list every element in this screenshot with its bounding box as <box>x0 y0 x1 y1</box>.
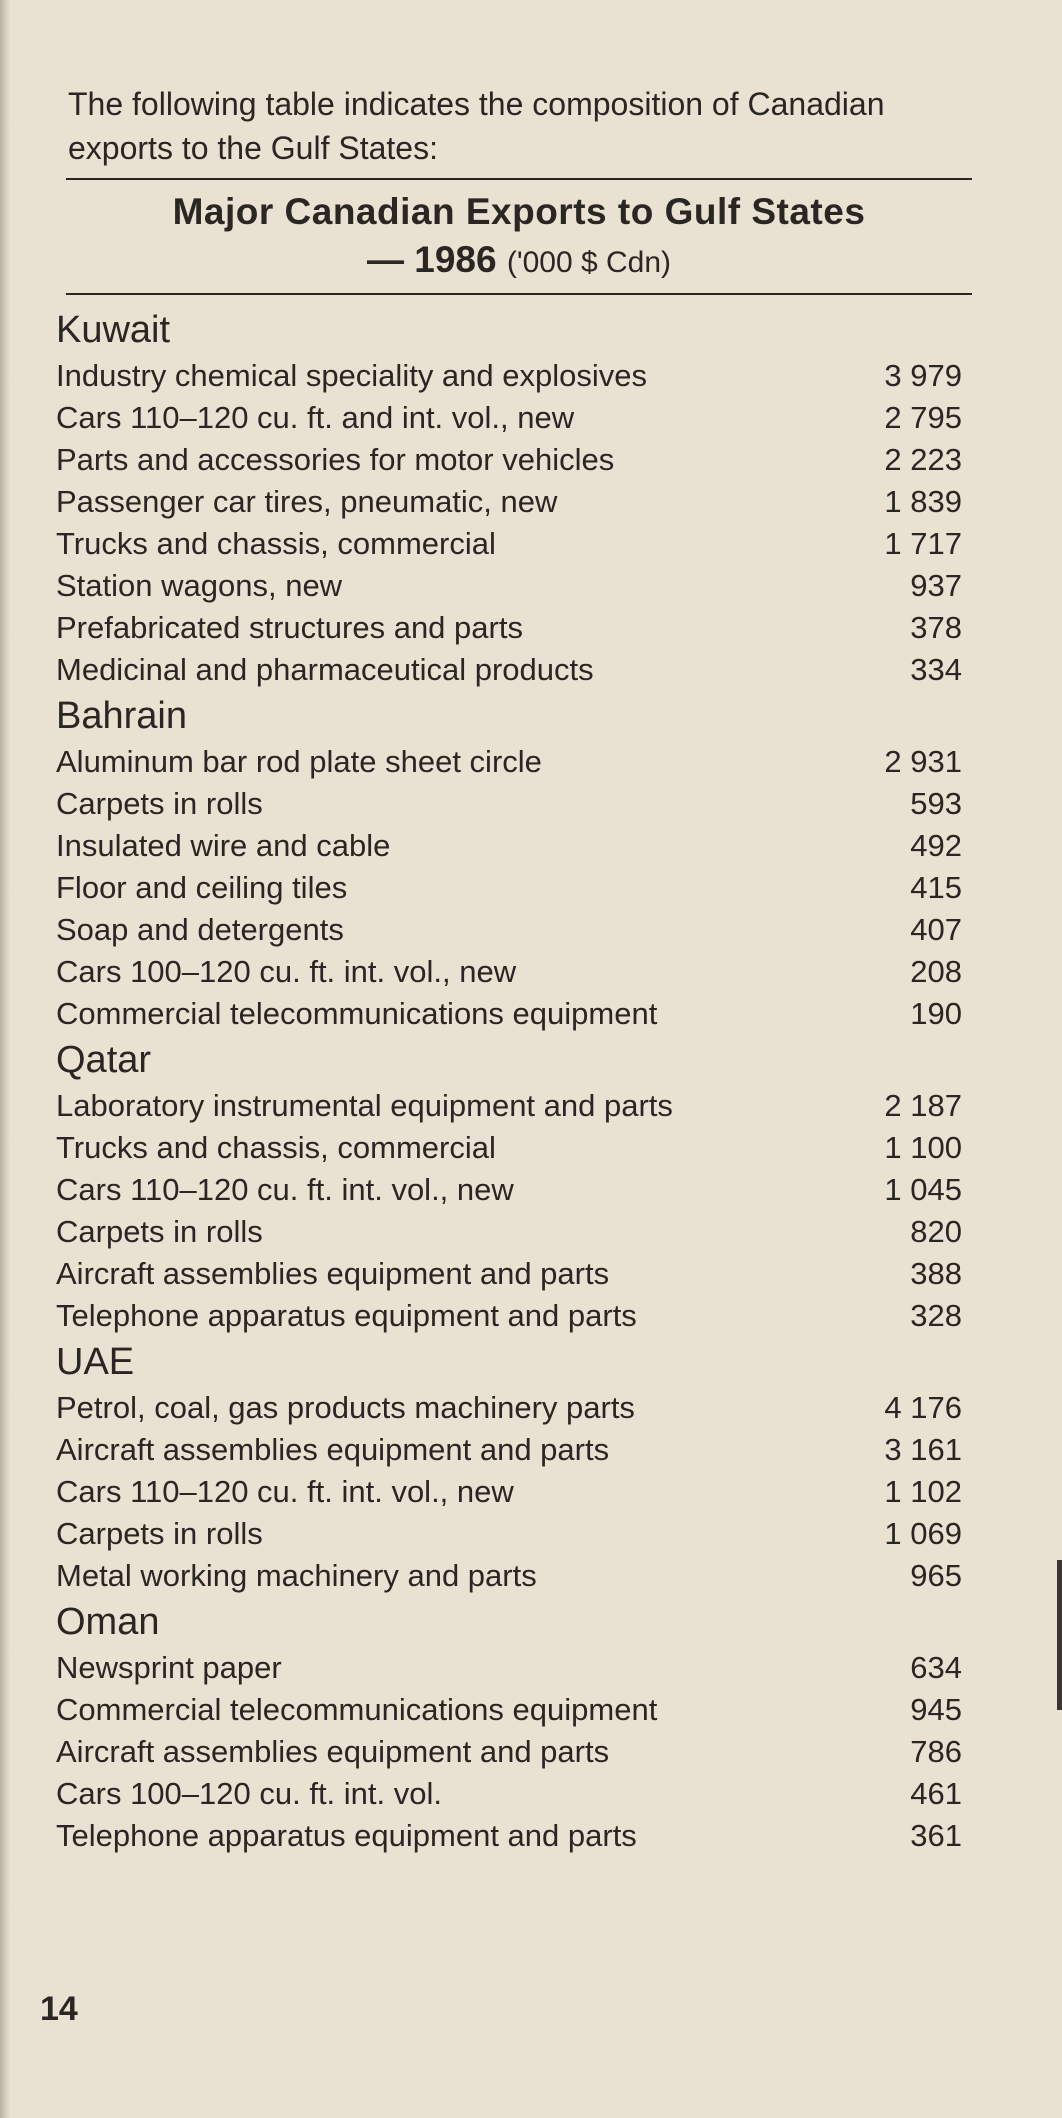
page-edge-mark <box>1057 1560 1062 1710</box>
export-item-label: Carpets in rolls <box>56 1516 263 1551</box>
export-item-value: 3 979 <box>884 358 962 393</box>
country-heading: UAE <box>56 1341 135 1383</box>
export-item-label: Aluminum bar rod plate sheet circle <box>56 744 542 779</box>
page-number: 14 <box>40 1990 78 2028</box>
table-row <box>50 1127 970 1169</box>
export-item-value: 328 <box>910 1298 962 1333</box>
table-row <box>50 741 970 783</box>
export-item-value: 3 161 <box>884 1432 962 1467</box>
export-item-value: 2 187 <box>884 1088 962 1123</box>
export-item-label: Passenger car tires, pneumatic, new <box>56 484 558 519</box>
export-item-value: 415 <box>910 870 962 905</box>
export-item-label: Trucks and chassis, commercial <box>56 1130 496 1165</box>
country-section <box>50 691 970 1035</box>
table-row <box>50 355 970 397</box>
table-row <box>50 1471 970 1513</box>
table-title-unit: ('000 $ Cdn) <box>506 246 672 279</box>
country-section <box>50 1035 970 1337</box>
export-item-label: Cars 110–120 cu. ft. int. vol., new <box>56 1474 514 1509</box>
table-row <box>50 439 970 481</box>
table-row <box>50 1647 970 1689</box>
table-title-year-text: — 1986 <box>366 239 497 280</box>
table-row <box>50 649 970 691</box>
export-item-label: Station wagons, new <box>56 568 343 603</box>
export-item-value: 1 069 <box>884 1516 962 1551</box>
table-row <box>50 1555 970 1597</box>
export-item-value: 208 <box>910 954 962 989</box>
table-title-year <box>66 236 972 287</box>
export-item-label: Carpets in rolls <box>56 1214 263 1249</box>
country-heading: Kuwait <box>56 309 171 351</box>
table-row <box>50 565 970 607</box>
export-item-value: 1 839 <box>884 484 962 519</box>
table-title <box>66 180 972 293</box>
export-item-value: 2 223 <box>884 442 962 477</box>
export-item-value: 786 <box>910 1734 962 1769</box>
export-item-label: Prefabricated structures and parts <box>56 610 523 645</box>
export-item-label: Cars 110–120 cu. ft. and int. vol., new <box>56 400 575 435</box>
export-item-label: Aircraft assemblies equipment and parts <box>56 1256 610 1291</box>
table-title-bottom-rule <box>66 293 972 295</box>
table-row <box>50 397 970 439</box>
table-row <box>50 783 970 825</box>
export-item-value: 407 <box>910 912 962 947</box>
export-item-label: Parts and accessories for motor vehicles <box>56 442 615 477</box>
export-item-value: 634 <box>910 1650 962 1685</box>
country-heading: Oman <box>56 1601 160 1643</box>
export-item-label: Carpets in rolls <box>56 786 263 821</box>
export-item-value: 1 717 <box>884 526 962 561</box>
page-binding-edge <box>0 0 10 2118</box>
export-item-value: 2 795 <box>884 400 962 435</box>
export-item-label: Aircraft assemblies equipment and parts <box>56 1734 610 1769</box>
table-row <box>50 993 970 1035</box>
intro-paragraph: The following table indicates the composition of Canadian exports to the Gulf States: <box>68 86 885 166</box>
export-item-value: 965 <box>910 1558 962 1593</box>
export-item-label: Cars 100–120 cu. ft. int. vol. <box>56 1776 442 1811</box>
table-row <box>50 909 970 951</box>
export-item-label: Metal working machinery and parts <box>56 1558 537 1593</box>
export-item-value: 378 <box>910 610 962 645</box>
table-row <box>50 951 970 993</box>
table-row <box>50 1295 970 1337</box>
export-item-value: 190 <box>910 996 962 1031</box>
export-item-label: Petrol, coal, gas products machinery parts <box>56 1390 635 1425</box>
table-row <box>50 1169 970 1211</box>
page-content <box>50 82 970 1857</box>
country-heading: Qatar <box>56 1039 152 1081</box>
export-item-value: 334 <box>910 652 962 687</box>
export-item-label: Commercial telecommunications equipment <box>56 1692 658 1727</box>
export-item-label: Newsprint paper <box>56 1650 282 1685</box>
table-row <box>50 1513 970 1555</box>
table-title-main: Major Canadian Exports to Gulf States <box>172 191 866 232</box>
export-item-label: Telephone apparatus equipment and parts <box>56 1298 637 1333</box>
export-item-label: Soap and detergents <box>56 912 344 947</box>
export-item-label: Insulated wire and cable <box>56 828 391 863</box>
export-item-value: 2 931 <box>884 744 962 779</box>
table-row <box>50 1429 970 1471</box>
export-item-label: Cars 110–120 cu. ft. int. vol., new <box>56 1172 514 1207</box>
table-row <box>50 867 970 909</box>
table-row <box>50 481 970 523</box>
export-item-value: 1 102 <box>884 1474 962 1509</box>
table-row <box>50 523 970 565</box>
export-item-value: 4 176 <box>884 1390 962 1425</box>
table-row <box>50 1731 970 1773</box>
table-row <box>50 1773 970 1815</box>
table-row <box>50 1253 970 1295</box>
table-row <box>50 1815 970 1857</box>
table-row <box>50 825 970 867</box>
country-section <box>50 1337 970 1597</box>
table-row <box>50 1689 970 1731</box>
export-item-value: 593 <box>910 786 962 821</box>
export-item-label: Trucks and chassis, commercial <box>56 526 496 561</box>
export-item-value: 461 <box>910 1776 962 1811</box>
country-section <box>50 305 970 691</box>
export-item-label: Cars 100–120 cu. ft. int. vol., new <box>56 954 517 989</box>
export-item-value: 361 <box>910 1818 962 1853</box>
export-item-label: Floor and ceiling tiles <box>56 870 348 905</box>
export-item-label: Laboratory instrumental equipment and parts <box>56 1088 673 1123</box>
table-row <box>50 1211 970 1253</box>
table-row <box>50 1085 970 1127</box>
export-item-label: Telephone apparatus equipment and parts <box>56 1818 637 1853</box>
export-item-value: 1 100 <box>884 1130 962 1165</box>
export-table <box>50 305 970 1857</box>
export-item-label: Medicinal and pharmaceutical products <box>56 652 594 687</box>
export-item-value: 1 045 <box>884 1172 962 1207</box>
export-item-value: 945 <box>910 1692 962 1727</box>
export-item-label: Aircraft assemblies equipment and parts <box>56 1432 610 1467</box>
export-item-value: 937 <box>910 568 962 603</box>
export-item-label: Commercial telecommunications equipment <box>56 996 658 1031</box>
export-item-label: Industry chemical speciality and explosives <box>56 358 647 393</box>
country-heading: Bahrain <box>56 695 187 737</box>
export-item-value: 820 <box>910 1214 962 1249</box>
export-item-value: 492 <box>910 828 962 863</box>
table-row <box>50 1387 970 1429</box>
export-item-value: 388 <box>910 1256 962 1291</box>
country-section <box>50 1597 970 1857</box>
table-row <box>50 607 970 649</box>
